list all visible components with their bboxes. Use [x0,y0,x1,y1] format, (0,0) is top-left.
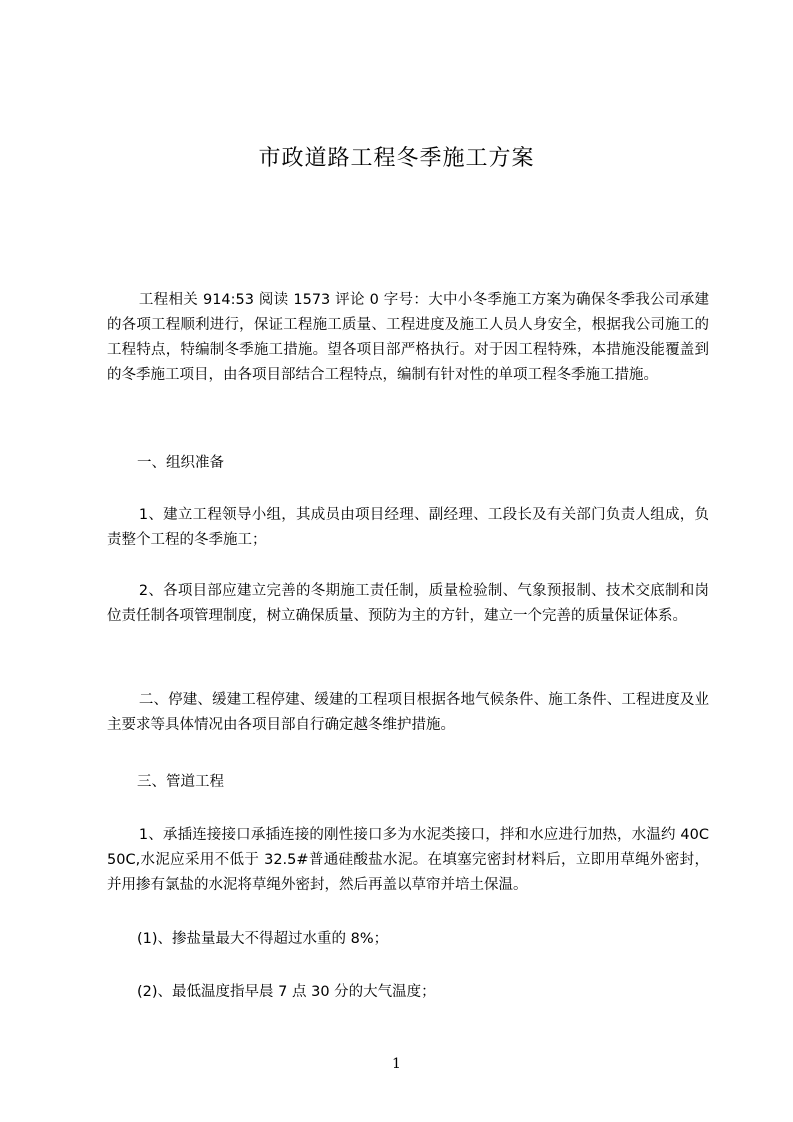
intro-paragraph: 工程相关 914:53 阅读 1573 评论 0 字号：大中小冬季施工方案为确保冬季我公司承建的各项工程顺利进行，保证工程施工质量、工程进度及施工人员人身安全，根据我公司施工的工程特点，特编制冬季施工措施。望各项目部严格执行。对于因工程特殊，本措施没能覆盖到的冬季施工项目，由各项目部结合工程特点，编制有针对性的单项工程冬季施工措施。 [107,292,709,383]
page-number: 1 [392,1056,401,1072]
pipeline-item-1: 1、承插连接接口承插连接的刚性接口多为水泥类接口，拌和水应进行加热，水温约 40C50C,水泥应采用不低于 32.5#普通硅酸盐水泥。在填塞完密封材料后，立即用草绳外密封，并用掺有氯盐的水泥将草绳外密封，然后再盖以草帘并培土保温。 [107,827,709,893]
pipeline-subitem-1: (1)、掺盐量最大不得超过水重的 8%； [137,931,389,947]
organization-item-1: 1、建立工程领导小组，其成员由项目经理、副经理、工段长及有关部门负责人组成，负责整个工程的冬季施工； [107,507,709,548]
organization-item-2: 2、各项目部应建立完善的冬期施工责任制，质量检验制、气象预报制、技术交底制和岗位责任制各项管理制度，树立确保质量、预防为主的方针，建立一个完善的质量保证体系。 [107,583,709,624]
document-title: 市政道路工程冬季施工方案 [258,146,535,171]
section-paragraph-suspended-works: 二、停建、缓建工程停建、缓建的工程项目根据各地气候条件、施工条件、工程进度及业主要求等具体情况由各项目部自行确定越冬维护措施。 [107,692,709,733]
section-heading-organization: 一、组织准备 [137,455,224,471]
pipeline-subitem-2: (2)、最低温度指早晨 7 点 30 分的大气温度； [137,984,436,1000]
section-heading-pipeline: 三、管道工程 [137,774,224,790]
